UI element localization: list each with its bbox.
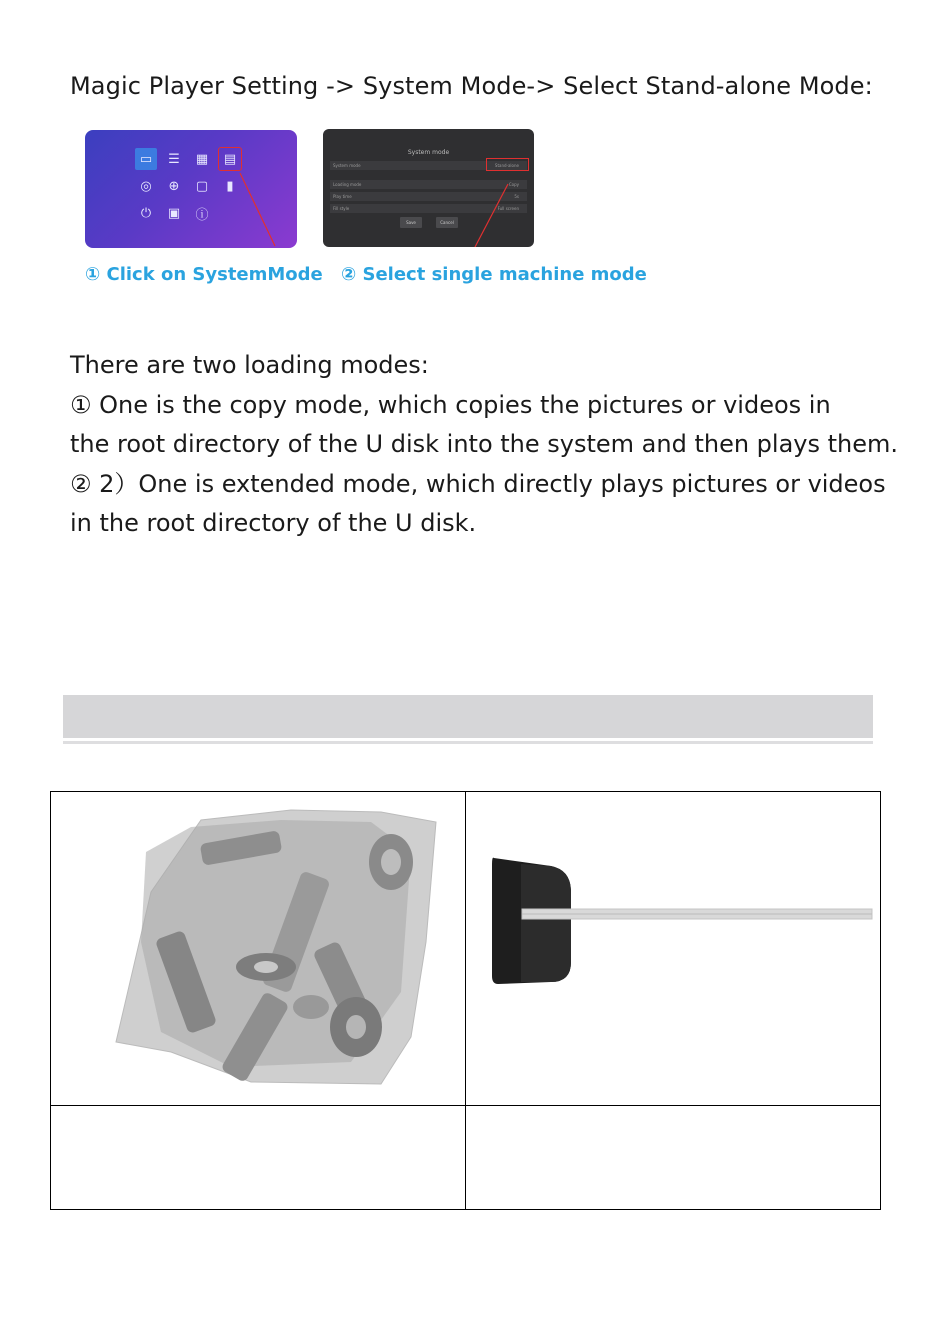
paragraph-line: in the root directory of the U disk. — [70, 509, 477, 538]
signal-icon: ◎ — [140, 178, 152, 194]
paragraph-line: ① One is the copy mode, which copies the pictures or videos in — [70, 390, 831, 419]
file-icon: ▮ — [226, 178, 234, 194]
paragraph-line: the root directory of the U disk into the system and then plays them. — [70, 430, 899, 459]
row-value: 5s — [514, 194, 519, 199]
system-mode-title: System mode — [407, 149, 450, 156]
image-icon: ▣ — [167, 205, 181, 221]
cancel-button: Cancel — [436, 217, 458, 228]
section-divider — [63, 741, 873, 744]
row-value: Full screen — [497, 206, 519, 211]
section-header-bar — [63, 695, 873, 738]
paragraph-line: ② 2）One is extended mode, which directly plays pictures or videos — [70, 469, 886, 498]
row-value: Copy — [508, 182, 519, 187]
caption-step2: ② Select single machine mode — [341, 264, 647, 285]
save-button: Save — [400, 217, 422, 228]
wall-mount-cell — [466, 792, 881, 1106]
grid-icon: ▦ — [195, 151, 209, 167]
loading-modes-paragraph — [70, 346, 898, 544]
settings-screenshot — [85, 130, 297, 248]
caption-cell-left — [51, 1106, 466, 1210]
display-icon: ▢ — [195, 178, 209, 194]
page-heading: Magic Player Setting -> System Mode-> Select Stand-alone Mode: — [70, 72, 873, 100]
row-value: Stand-alone — [494, 163, 519, 168]
globe-icon: ⊕ — [168, 178, 180, 194]
arrow-pointer — [85, 130, 297, 248]
arrow-pointer — [323, 129, 534, 247]
wall-mount-image — [466, 792, 897, 1105]
row-label: Fill style — [333, 206, 350, 211]
caption-step1: ① Click on SystemMode — [85, 264, 323, 285]
screws-bag-image — [51, 792, 449, 1105]
screws-bag-cell — [51, 792, 466, 1106]
power-icon: ⏻ — [140, 205, 152, 221]
row-label: Play time — [333, 194, 352, 199]
system-icon: ▤ — [219, 148, 241, 170]
monitor-icon: ▭ — [135, 148, 157, 170]
info-icon: ⓘ — [195, 207, 209, 223]
paragraph-line: There are two loading modes: — [70, 351, 429, 379]
parts-table — [50, 791, 881, 1210]
system-mode-screenshot — [323, 129, 534, 247]
row-label: Loading mode — [333, 182, 362, 187]
sliders-icon: ☰ — [168, 151, 180, 167]
row-label: System mode — [333, 163, 361, 168]
caption-cell-right — [466, 1106, 881, 1210]
